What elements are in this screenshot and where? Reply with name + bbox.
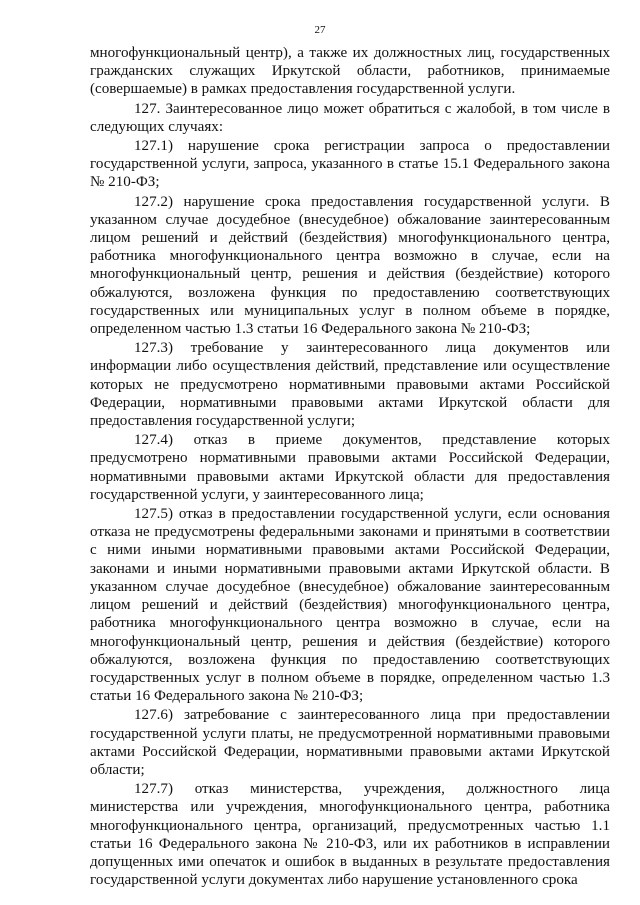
paragraph-127-4: 127.4) отказ в приеме документов, представление которых предусмотрено нормативными правовыми актами Российской Федерации, нормативными правовыми актами Иркутской области для предоставления государственной услуги, у заинтересованного лица; bbox=[90, 432, 610, 503]
paragraph-127-1: 127.1) нарушение срока регистрации запроса о предоставлении государственной услуги, запроса, указанного в статье 15.1 Федерального закона № 210-ФЗ; bbox=[90, 138, 610, 191]
paragraph-127-5: 127.5) отказ в предоставлении государственной услуги, если основания отказа не предусмотрены федеральными законами и принятыми в соответствии с ними иными нормативными правовыми актами Российской Федерации, законами и иными нормативными правовыми актами Иркутской области. В указанном случае досудебное (внесудебное) обжалование заинтересованным лицом решений и действий (бездействия) многофункционального центра, работника многофункционального центра возможно в случае, если на многофункциональный центр, решения и действия (бездействие) которого обжалуются, возложена функция по предоставлению соответствующих государственных услуг в полном объеме в порядке, определенном частью 1.3 статьи 16 Федерального закона № 210-ФЗ; bbox=[90, 506, 610, 705]
page-number: 27 bbox=[314, 24, 326, 36]
paragraph-127-6: 127.6) затребование с заинтересованного лица при предоставлении государственной услуги платы, не предусмотренной нормативными правовыми актами Российской Федерации, нормативными правовыми актами Иркутской области; bbox=[90, 707, 610, 778]
paragraph-continuation: многофункциональный центр), а также их должностных лиц, государственных гражданских служащих Иркутской области, работников, принимаемые (совершаемые) в рамках предоставления государственной услуги. bbox=[90, 45, 610, 98]
document-body bbox=[90, 44, 610, 889]
paragraph-127: 127. Заинтересованное лицо может обратиться с жалобой, в том числе в следующих случаях: bbox=[90, 100, 610, 135]
paragraph-127-2: 127.2) нарушение срока предоставления государственной услуги. В указанном случае досудебное (внесудебное) обжалование заинтересованным лицом решений и действий (бездействия) многофункционального центра, работника многофункционального центра возможно в случае, если на многофункциональный центр, решения и действия (бездействие) которого обжалуются, возложена функция по предоставлению соответствующих государственных или муниципальных услуг в полном объеме в порядке, определенном частью 1.3 статьи 16 Федерального закона № 210-ФЗ; bbox=[90, 193, 610, 338]
paragraph-127-7: 127.7) отказ министерства, учреждения, должностного лица министерства или учреждения, многофункционального центра, работника многофункционального центра, организаций, предусмотренных частью 1.1 статьи 16 Федерального закона № 210-ФЗ, или их работников в исправлении допущенных ими опечаток и ошибок в выданных в результате предоставления государственной услуги документах либо нарушение установленного срока bbox=[90, 781, 610, 889]
paragraph-127-3: 127.3) требование у заинтересованного лица документов или информации либо осуществления действий, представление или осуществление которых не предусмотрено нормативными правовыми актами Российской Федерации, нормативными правовыми актами Иркутской области для предоставления государственной услуги; bbox=[90, 340, 610, 430]
